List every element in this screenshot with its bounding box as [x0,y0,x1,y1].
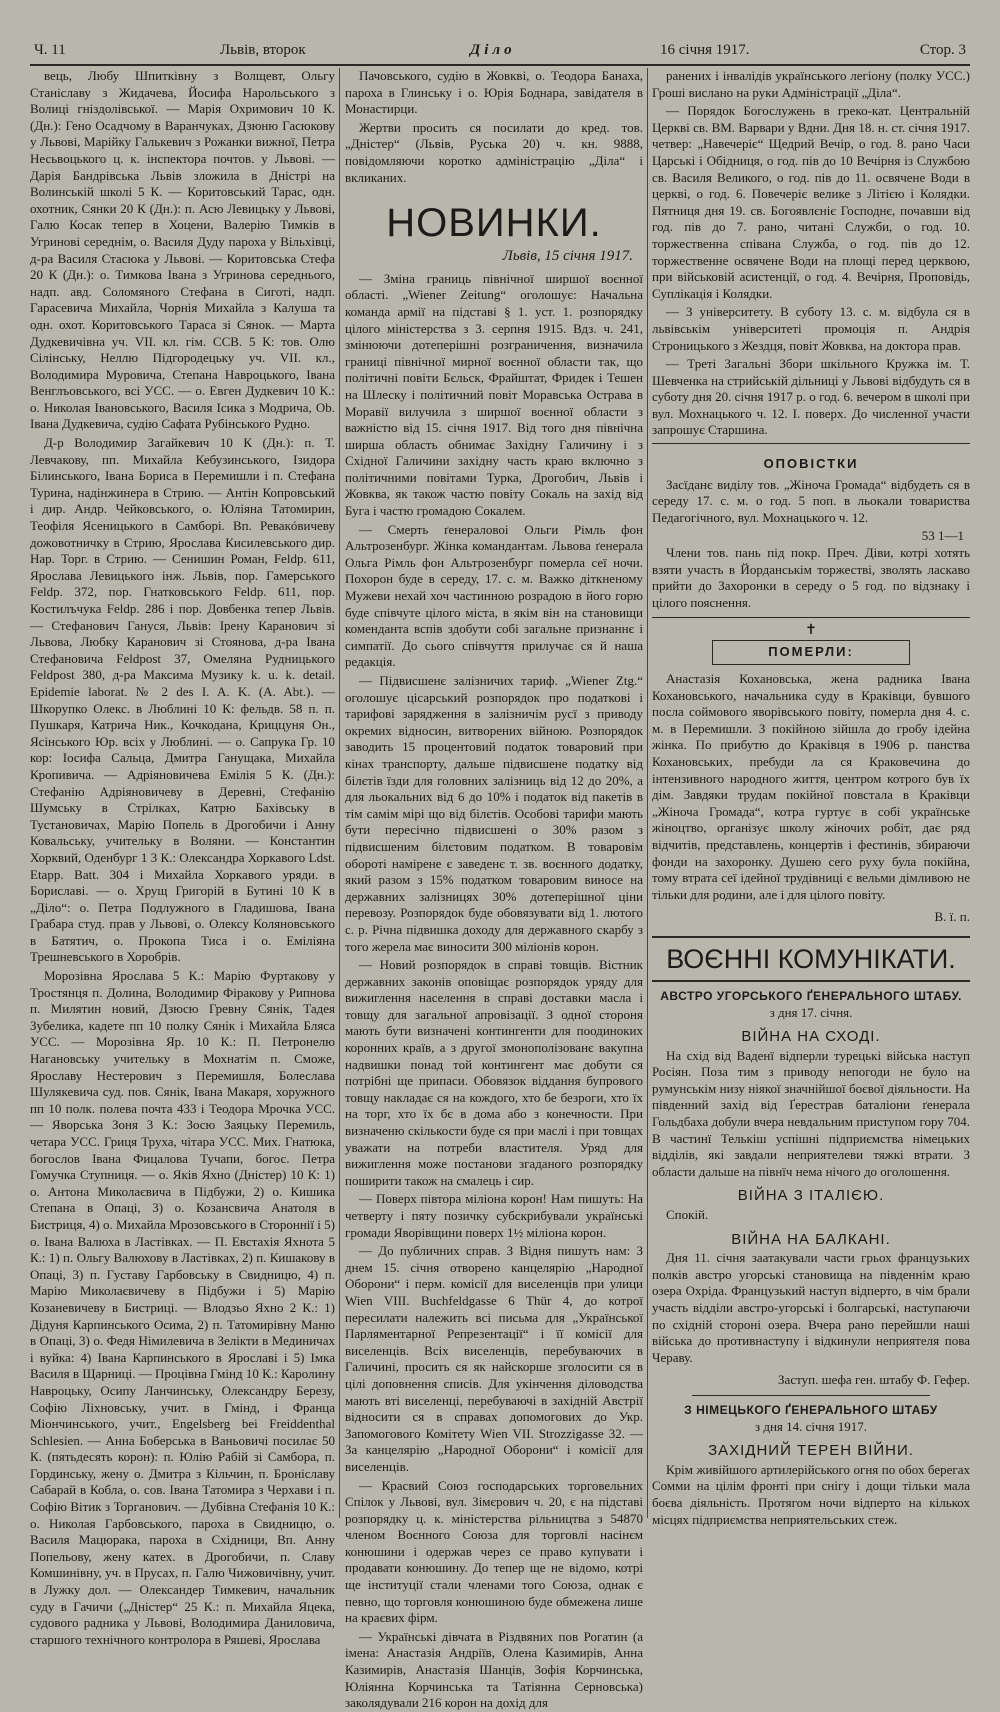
announcement-ref: 53 1—1 [921,528,964,544]
masthead: Діло [470,42,516,58]
obituary-signature: В. ї. п. [934,909,970,925]
paragraph: Пачовського, судію в Жовкві, о. Теодора Банаха, пароха в Глинську і о. Юрія Боднара, завідателя в Монастирци. [345,68,643,117]
obituary-heading-frame [712,640,910,665]
news-item: — Смерть ґенераловоі Ольги Рімль фон Альтрозенбург. Жінка командантам. Львова ґенерала Ольга Рімль фон Альтрозенбург померла сеї ночи. Похорон буде в середу, 17. с. м. Важко діткненому Мужеви нехай хоч частинною розрадою в його горю буде співчуте цілого міста, в якім він на становищи коменданта вспів здобути собі загальне признаннє і симпатії. До сього співчуття прилучає ся й наша редакція. [345,521,643,670]
cross-icon: ✝ [805,623,817,639]
news-item: — До публичних справ. З Відня пишуть нам: З днем 15. січня отворено канцелярію „Народної Оборони“ і перм. комісії для виселенців при улици Wien VIII. Buchfeldgasse 6 Thür 4, до котрої пересилати належить всі письма для „Української Парляментарної Репрезентації“ і її комісії для виселенців. Всіх виселенців, перебуваючих в Галичині, просить ся як найскорше зголосити ся в цілі доповнення списів. Для укінчення діловодства мають вті виселенці, перебуваючі в західній Австрії відносити ся в справах допомогових до Укр. Запомогового Комітету Wien VII. Strozzigasse 32. — За канцелярію „Народної Оборони“ і комісії для виселенців. [345,1243,643,1474]
front-west-text: Крім живійшого артилерійського огня по обох берегах Сомми на цілім фронті при снігу і дощи тільки мала боєва діяльність. Протягом ночи відперто на кількох місцях підприємства неприятельських стеж. [652,1461,970,1527]
news-item: — Новий розпорядок в справі товщів. Вістник державних законів оповіщає розпорядок уряду для вижиглення населення в справі доставки масла і товщу для загальної апровізації. З одної стороня мають бути визначені контингенти для поодиноких коронних країв, а з другої змонополізованє вакупна надвишки понад той контингент має добути ся потрібні ще припаси. Обовязок віддання бупрового товщу накладає ся на кождого, хто бе безроги, хто їх на торг, хто їх бє в дома або з конечности. При визначеню скількости буде ся при маслі і при товщах уважати на потреби властителя. Уряд для вижиглення може постанови згаданого розпорядку поширити також на смалець і сир. [345,957,643,1188]
front-italy-text: Спокій. [666,1207,709,1223]
column-1 [30,68,335,1647]
column-3 [652,68,970,1527]
donation-list-text: Морозівна Ярослава 5 К.: Марію Фуртакову у Тростянця п. Долина, Володимир Фіракову у Рипнова п. Милятин новий, Дзюсю Гревну Сянік, Тадея Зубелика, кадете пп 10 полку Сянік і Михайла Бляса УСС. — Морозівна Яр. 10 К.: П. Петронелю Нагановську учительку в Мохнатім п. Сможе, Ярославу Нестерович з Перемишля, Болеслава Шулякевича суд. пов. Сянік, Івана Макаря, хоружного пп 10 полк. полева почта 433 і Теодора Мрочка УСС. — Яворська Зоня 3 К.: Зосю Заяцьку Перемиль, четара УСС. Гриця Труха, чітара УСС. Мих. Гнатюка, богослов Івана Фицалова Тучапи, богос. Петра Гомучка Ступниця. — о. Яків Яхно (Дністер) 10 К: 1) о. Антона Миколаєвича в Підбужи, 2) о. Кишика Степана в Опаці, 3) о. Козансвича Анатоля в Бистриця, 4) о. Михайла Мрозовського в Стороннії і 5) о. Івана Валюха в Ластівках. — П. Евстахія Яхнота 5 К.: 1) п. Ольгу Валюхову в Ластівках, 2) п. Кишакову в Опаці, 3) п. Густаву Гарбовську в Свидницю, 4) п. Марію Миколаєвичеву в Підбужи і 5) Марію Козаневичеву в Бистриці. — Влодзьо Яхно 2 К.: 1) Дідуня Карпинського Осима, 2) п. Татомирівну Маню в Опаці, 3) о. Федя Німилевича в Зелікти в Мединичах і вуйка: 4) Івана Карпинського в Ярославі і 5) Імка Василя в Щарниці. — Процівна Гмінд 10 К.: Каролину Навроцьку, Осипу Ланчинську, Олександру Березу, Софію Ліхновську, учит. в Гмінд, і Франца Міончинського, учит., Engelsberg bei Freiddenthal Schlesien. — Анна Боберська в Ваньовичі посилає 50 К. (пятьдесять корон): п. Юлію Рабій зі Самбора, п. Гординську, жену о. Дмитра з Кільчин, п. Броніславу Сабарай в Кобла, о. сов. Івана Татомира з Черхави і п. Софію Вітик з Торганович. — Дубівна Стефанія 10 К.: о. Николая Гарбовського, пароха в Свидницю, о. Василя Мацюрака, пароха в Східници, Вп. Анну Попельову, жену катех. в Дрогобичи, п. Славу Комшинівну, уч. в Прусах, п. Галю Чижовичівну, учит. в Лужку дол. — Олександер Тимкевич, начальник суду в Гачичи („Дністер“ 25 К.: п. Михайла Яцека, судового радника у Львові, Володимира Даниловича, старшого технічного контролора в Ряшеві, Ярослава [30,968,335,1647]
front-italy-heading: ВІЙНА З ІТАЛІЄЮ. [737,1187,885,1205]
section-title-novynky: НОВИНКИ. [386,201,602,246]
issue-date: 16 січня 1917. [660,42,750,58]
page-header [30,40,970,66]
front-west-heading: ЗАХІДНИЙ ТЕРЕН ВІЙНИ. [708,1442,914,1460]
page-number: Стор. 3 [919,42,966,58]
donation-list-text: Д-р Володимир Загайкевич 10 К (Дн.): п. Т. Левчакову, пп. Михайла Кебузинського, Ізидора Білинського, Івана Бориса в Перемишли і п. Стефана Турина, надінжинера в Стрию. — Антін Копровський і дир. Андр. Чейковського, о. Юліяна Татомирин, Теофіля Ясеницького в Самборі. Вп. Ревакóвичеву дожовотничку в Стрию, Ярослава Кисилевського дир. Нар. Торг. в Стрию. — Сенишин Роман, Feldp. 611, Ярослава Левицького інж. Львів, пор. Гамерського Feldp. 372, пор. Гнатковського Feldp. 611, пор. Костилъчука Feldp. 286 і пор. Довбенка тепер Львів. — Стефанович Гануся, Львів: Ірену Каранович зі Львова, Любку Каранович зі Стоянова, д-ра Івана Стефановича Feldpost 37, Омеляна Рудницького Feldpost 380, д-ра Максима Музику k. u. k. detail. Epidemie laborat. № 2 des I. A. K. (A. Abt.). — Шкорупко Олекс. в Люблині 10 К: фельдв. 58 п. п. Пушкаря, Катрича Ник., Кочкодана, Криццуня Он., Ясінського Юр. всіх у Люблині. — о. Сапрука Гр. 10 кор: Іосифа Сальца, Дмитра Ганущака, Михайла Кропивича. — Адріяновичева Емілія 5 К. (Дн.): Стефанію Адріяновичеву в Деревні, Стефанію Шумську в Стрілках, Катрю Бахівську в Тустановичах, Марію Попель в Дрогобичи і Анну Ковальську, учительку в Воляни. — Константин Хорквий, Оденбург 1 3 К.: Олександра Хоркавого Ldst. Etapp. Batt. 304 і Михайла Хоркавого уряди. в Бориславі. — о. Хрущ Григорій в Бутині 10 К в „Діло“: о. Петра Подлужного в Гладишова, Івана Грабара студ. прав у Львові, о. Олексу Коляновського в Батятич, о. Прокопа Тиса і о. Еміліяна Трешневського в Хоробрів. [30,435,335,965]
front-east-text: На схід від Ваденї відперли турецькі війська наступ Росіян. Поза тим з приводу непогоди не було на румунськім низу ніякої значнійшої боєвої діяльности. На південний захід від Ґерестрав баталіони ґенерала Гольдбаха добули вчера невдальним приступом гору 704. В частинї Телькіш успішні підприємства німецьких відділів, які завдали неприятелеви тяжкі втрати. З области дальше на півнїч нема нічого до оголошення. [652,1047,970,1179]
war-communiques-title: ВОЄННІ КОМУНІКАТИ. [652,936,970,982]
column-divider [339,68,340,1518]
announcements-heading: ОПОВІСТКИ [763,456,859,472]
communique-date: з дня 17. січня. [769,1004,853,1020]
place-day: Львів, второк [220,42,306,58]
news-item: — Красвий Союз господарських торговельних Спілок у Львові, вул. Зімєрович ч. 20, є на підставі розпорядку ц. к. міністерства рільництва з 54870 членом Воєнного Союза для торговлі насінєм конюшини і одержав через се право купувати і продавати конюшину. До тепер ще не відомо, котрі ще інституції стали членами того Союза, однак є певно, що торговля конюшиною буде обмежена лише на краєвих фірм. [345,1477,643,1626]
paragraph: Жертви просить ся посилати до кред. тов. „Дністер“ (Львів, Руська 20) ч. кн. 9888, повідомляючи коротко адміністрацію „Діла“ і вкликаних. [345,119,643,185]
front-balkan-heading: ВІЙНА НА БАЛКАНІ. [731,1230,891,1248]
communique-signature: Заступ. шефа ген. штабу Ф. Гефер. [778,1372,970,1388]
news-item: — Порядок Богослужень в греко-кат. Центральній Церкві св. ВМ. Варвари у Вдни. Дня 18. н. ст. січня 1917. четвер: „Навечеріє“ Щедрий Вечір, о год. 8. рано Часи Царські і Обідниця, о год. пів до 10 Вечірня із Службою св. Василя Великого, о год. пів до 11. освячене Води в церкві, о год. 6. Повечеріє велике з Літією і Колядки. Пятниця дня 19. св. Богоявлєніє Господнє, почавши від год. пів до 7. рано, читані Служби, о год. 10. торжественна співана Служба, о год. пів до 12. торжественне освячене Води на площі перед церквою, при військовій асистенції, о год. 4. Вечірня, Проповідь, Суплікація і Колядки. [652,103,970,301]
news-item: — Українські дівчата в Різдвяних пов Рогатин (а імена: Анастазія Андріїв, Олена Казимирів, Анна Казимирів, Анастазія Шанців, Зофія Корчинська, Юліянна Корчинська та Татіянна Серновська) заколядували 216 корон на дохід для [345,1628,643,1711]
announcement: Члени тов. пань під покр. Преч. Діви, котрі хотять взяти участь в Йорданськім торжестві, зволять ласкаво прийти до Захоронки в середу о 5 год. по відзнаку і цілого пояснення. [652,545,970,610]
dateline: Львів, 15 січня 1917. [502,248,633,265]
news-item: — Підвисшенє залізничих тариф. „Wiener Ztg.“ оголошує цісарський розпорядок про податкові і тарифові зарядження в залізничім русї з приводу окремих відносин, витворених війною. Розпорядок заводить 15 процентовий податок товаровий при кінах транспорту, дальше підвисшене податку від білєтів їзди для головних залізниць від 12 до 20%, а для льокальних від 6 до 10% і податок від пакетів в тім самім мірі що від білєтів. Особові тарифи мають бути пересічно підвисшені о 30% разом з підвисшеним білєтовим податком. В товаровім обороті намірене є заведенє т. зв. воєнного додатку, який разом з 15% податком товаровим виносе на державних залізницях 30% дотеперішної ціни перевозу. Розпорядок буде обовязувати від 1. лютого с. р. Річна підвишка доходу для державного скарбу з того жерела має виносити 300 міліонів корон. [345,673,643,954]
news-item: — Треті Загальні Збори шкільного Кружка ім. Т. Шевченка на стрийській дільниці у Львові відбудуть ся в суботу дня 20. січня 1917 р. о год. 6. вечером в школі при вул. Мохнацького ч. 12. I. поверх. До численної участи запрошує Старшина. [652,356,970,438]
news-item: — Поверх півтора міліона корон! Нам пишуть: На четверту і пяту позичку субскрибували українські громади Яворівщини поверх 1½ міліона корон. [345,1191,643,1240]
front-balkan-text: Дня 11. січня заатакували части грьох французьких полків австро угорські становища на південнім краю озера Охріда. Французький наступ відперто, в чім брали участь відділи австро-угорські і болгарські, наступаючи по східній стороні озера. Вчера рано перейшли наші війська до противнаступу і відкинули неприятеля пова Чераву. [652,1250,970,1365]
front-east-heading: ВІЙНА НА СХОДІ. [741,1028,881,1046]
news-item: — Зміна границь північної ширшої воєнної області. „Wiener Zeitung“ оголошує: Начальна команда армії на підставі § 1. уст. 1. розпорядку цілого міністерства з 3. серпня 1915. Вдз. ч. 241, змінюючи дотеперішні розграничення, визначила границі північної мирної воєнної области так, що політичні повіти Бєльск, Фрайштат, Фридек і Тешен на Шлеску і політичний повіт Моравська Острава в Моравії вилучила з ширшої воєнної области з важністю від 15. січня 1917. Від того дня північна ширша область обнимає Західну Галичину і з Східної Галичини західну часть краю включно з політичними повітами Турка, Дрогобич, Львів і Жовква, як також частю повіту Сокаль на захід від Буга і частю громадою Сокалем. [345,270,643,519]
donation-list-text: вець, Любу Шпитківну з Волщевт, Ольгу Станіславу з Жидачева, Йосифа Нарольського з Волиці гніздолівської. — Марія Охримович 10 К. (Дн.): Гено Осадчому в Варанчуках, Дзюню Гасюкову у Львові, Марійку Галькевич з Рожанки вижної, Петра Несьвоцького ц. к. інспектора почтов. у Львові. — Дарія Бандрівська Львів зложила в Дністрі на Волинській школі 5 К. — Коритовський Тарас, одн. охотник, Сянки 20 К (Дн.): п. Асю Левицьку у Львові, Галю Косак тепер в Хоцени, Валерію Тимків в Угринові середнім, о. Василя Дуду пароха у Вільхівці, д-ра Василя Стасюка у Львові. — Коритовська Стефа 20 К (Дн.): о. Тимкова Івана з Угринова середнього, надп. авд. Соломяного Стефана в Сиготі, надп. Гарасевича Михайла, Чорнія Михайла з Калуша та одн. охот. Коритовського Тараса зі Сянок. — Марта Дудкевичівна уч. VII. кл. гім. ССВ. 5 К: тов. Олю Сілінську, Неллю Підгородецьку уч. VII. кл., Володимира Муровича, Степана Навроцького, Івана Венглъовського, всі УСС. — о. Евген Дудкевич 10 К.: о. Николая Івановського, Василя Ісика з Модрича, Ob. Івана Дудкевича, судію Сафата Рубінського Рудно. [30,68,335,432]
obituary-text: Анастазія Кохановська, жена радника Івана Кохановського, начальника суду в Краківци, бувшого посла соймового яворівського повіту, померла дня 4. с. м. в Перемишли. З покійною зійшла до гробу ідейна жінка. По прибутю до Краківця в 1906 р. панства Кохановських, пребуди ла ся Краковечина до інтензивного народного життя, центром котрого був їх дім. Завдяки трудам покійної повстала в Краківци „Жіноча Громада“, котра гуртує в собі українське жіноцтво, організує школу жіночих робіт, дає ряд відчитів, представлень, концертів і фестинів, збираючи фонди на захоронку. Душею сего руху була покійна, тому втрата сеї ідейної трудівниці є вельми дімливою не тільки для родини, але і для цілого повіту. [652,671,970,902]
announcement: Засїданє виділу тов. „Жіноча Громада“ відбудеть ся в середу 17. с. м. о год. 5 поп. в льокали товариства Педагогічного, вул. Мохнацького ч. 12. [652,476,970,525]
announcements-section [652,443,970,618]
column-divider [647,68,648,1518]
issue-number: Ч. 11 [34,42,66,58]
divider [692,1395,930,1396]
obituary-heading: ПОМЕРЛИ: [768,644,854,660]
news-item: — З університету. В суботу 13. с. м. відбула ся в львівськім університеті промоція п. Андрія Строницького з Жездця, повіт Жовква, на доктора прав. [652,304,970,353]
hq-german: З НІМЕЦЬКОГО ҐЕНЕРАЛЬНОГО ШТАБУ [684,1402,938,1417]
communique-date: з дня 14. січня 1917. [754,1418,868,1434]
paragraph: ранених і інвалідів українського легіону (полку УСС.) Гроші вислано на руки Адміністрації „Діла“. [652,68,970,100]
hq-austro-hungarian: АВСТРО УГОРСЬКОГО ҐЕНЕРАЛЬНОГО ШТАБУ. [660,988,962,1003]
column-2 [345,68,643,1711]
